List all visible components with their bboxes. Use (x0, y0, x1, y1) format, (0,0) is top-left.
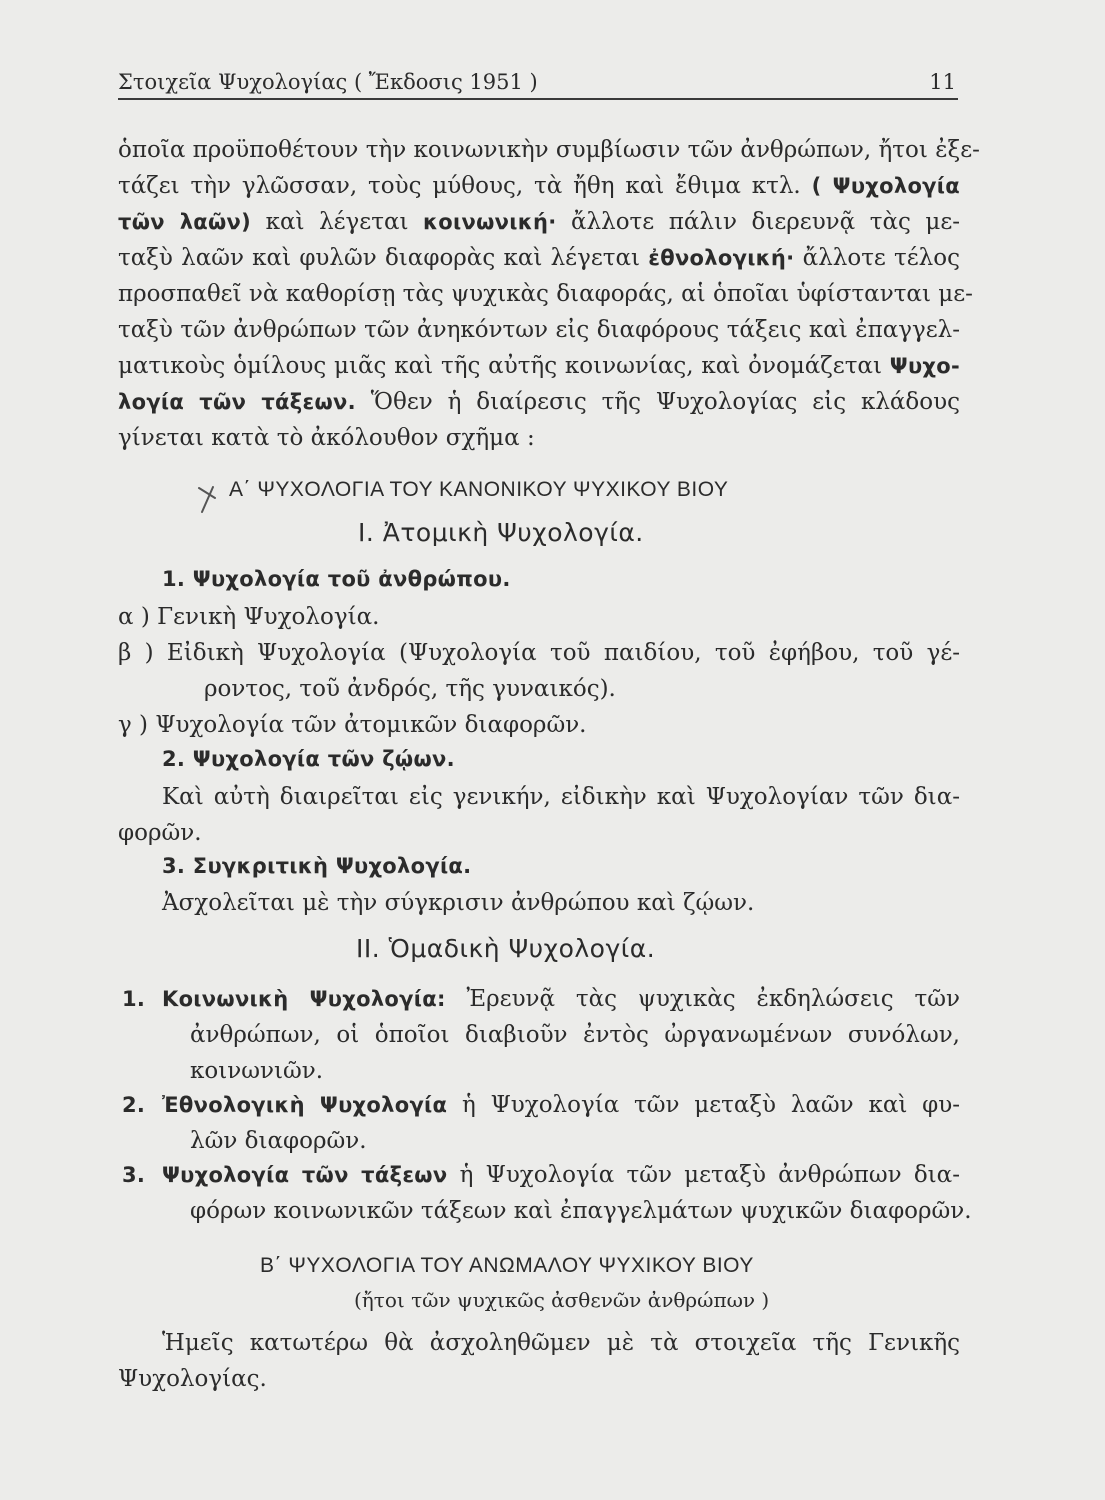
item-1-a: α ) Γενικὴ Ψυχολογία. (118, 604, 380, 630)
group-3-number: 3. (122, 1163, 146, 1187)
closing-line-1: Ἡμεῖς κατωτέρω θὰ ἀσχοληθῶμεν μὲ τὰ στοιχεῖα τῆς Γενικῆς (162, 1330, 960, 1356)
section-b-heading: Β΄ ΨΥΧΟΛΟΓΙΑ ΤΟΥ ΑΝΩΜΑΛΟΥ ΨΥΧΙΚΟΥ ΒΙΟΥ (260, 1254, 754, 1277)
closing-line-2: Ψυχολογίας. (118, 1366, 267, 1392)
item-3-title: 3. Συγκριτικὴ Ψυχολογία. (162, 854, 472, 878)
running-header (118, 66, 958, 100)
page-number: 11 (929, 70, 956, 94)
intro-line-4: ταξὺ λαῶν καὶ φυλῶν διαφορὰς καὶ λέγεται ἐθνολογική· ἄλλοτε τέλος (118, 245, 960, 271)
intro-line-7: ματικοὺς ὁμίλους μιᾶς καὶ τῆς αὐτῆς κοινωνίας, καὶ ὀνομάζεται Ψυχο- (118, 353, 961, 379)
group-2-line-1: Ἐθνολογικὴ Ψυχολογία ἡ Ψυχολογία τῶν μεταξὺ λαῶν καὶ φυ- (162, 1092, 960, 1118)
handwritten-x-mark (196, 484, 218, 514)
header-title: Στοιχεῖα Ψυχολογίας ( Ἔκδοσις 1951 ) (118, 70, 538, 94)
item-1-title: 1. Ψυχολογία τοῦ ἀνθρώπου. (162, 567, 511, 591)
section-b-subtitle: (ἤτοι τῶν ψυχικῶς ἀσθενῶν ἀνθρώπων ) (354, 1288, 770, 1312)
item-1-b-line-1: β ) Εἰδικὴ Ψυχολογία (Ψυχολογία τοῦ παιδίου, τοῦ ἐφήβου, τοῦ γέ- (118, 640, 960, 666)
intro-line-5: προσπαθεῖ νὰ καθορίσῃ τὰς ψυχικὰς διαφοράς, αἱ ὁποῖαι ὑφίστανται με- (118, 281, 973, 307)
item-1-c: γ ) Ψυχολογία τῶν ἀτομικῶν διαφορῶν. (118, 712, 587, 738)
item-2-text-line-2: φορῶν. (118, 820, 202, 846)
group-3-line-2: φόρων κοινωνικῶν τάξεων καὶ ἐπαγγελμάτων ψυχικῶν διαφορῶν. (190, 1198, 972, 1224)
group-2-line-2: λῶν διαφορῶν. (190, 1128, 367, 1154)
intro-line-2: τάζει τὴν γλῶσσαν, τοὺς μύθους, τὰ ἤθη καὶ ἔθιμα κτλ. ( Ψυχολογία (118, 173, 960, 199)
group-1-number: 1. (122, 987, 146, 1011)
intro-line-8: λογία τῶν τάξεων. Ὅθεν ἡ διαίρεσις τῆς Ψυχολογίας εἰς κλάδους (118, 389, 960, 415)
intro-line-3: τῶν λαῶν) καὶ λέγεται κοινωνική· ἄλλοτε πάλιν διερευνᾷ τὰς με- (118, 209, 961, 235)
section-a-heading: Α΄ ΨΥΧΟΛΟΓΙΑ ΤΟΥ ΚΑΝΟΝΙΚΟΥ ΨΥΧΙΚΟΥ ΒΙΟΥ (229, 478, 729, 501)
item-1-b-line-2: ροντος, τοῦ ἀνδρός, τῆς γυναικός). (204, 676, 616, 702)
intro-line-6: ταξὺ τῶν ἀνθρώπων τῶν ἀνηκόντων εἰς διαφόρους τάξεις καὶ ἐπαγγελ- (118, 317, 960, 343)
group-1-line-2: ἀνθρώπων, οἱ ὁποῖοι διαβιοῦν ἐντὸς ὠργανωμένων συνόλων, (190, 1022, 960, 1048)
item-3-text: Ἀσχολεῖται μὲ τὴν σύγκρισιν ἀνθρώπου καὶ ζῴων. (162, 890, 755, 916)
item-2-text-line-1: Καὶ αὐτὴ διαιρεῖται εἰς γενικήν, εἰδικὴν καὶ Ψυχολογίαν τῶν δια- (162, 784, 960, 810)
group-1-line-3: κοινωνιῶν. (190, 1058, 324, 1084)
intro-line-9: γίνεται κατὰ τὸ ἀκόλουθον σχῆμα : (118, 425, 535, 451)
section-a-subheading-1: Ι. Ἀτομικὴ Ψυχολογία. (358, 518, 644, 547)
group-3-line-1: Ψυχολογία τῶν τάξεων ἡ Ψυχολογία τῶν μεταξὺ ἀνθρώπων δια- (162, 1162, 960, 1188)
group-2-number: 2. (122, 1093, 146, 1117)
group-1-line-1: Κοινωνικὴ Ψυχολογία: Ἐρευνᾷ τὰς ψυχικὰς ἐκδηλώσεις τῶν (162, 986, 960, 1012)
section-a-subheading-2: ΙΙ. Ὁμαδικὴ Ψυχολογία. (356, 934, 656, 963)
intro-line-1: ὁποῖα προϋποθέτουν τὴν κοινωνικὴν συμβίωσιν τῶν ἀνθρώπων, ἤτοι ἐξε- (118, 137, 980, 163)
item-2-title: 2. Ψυχολογία τῶν ζῴων. (162, 747, 455, 771)
